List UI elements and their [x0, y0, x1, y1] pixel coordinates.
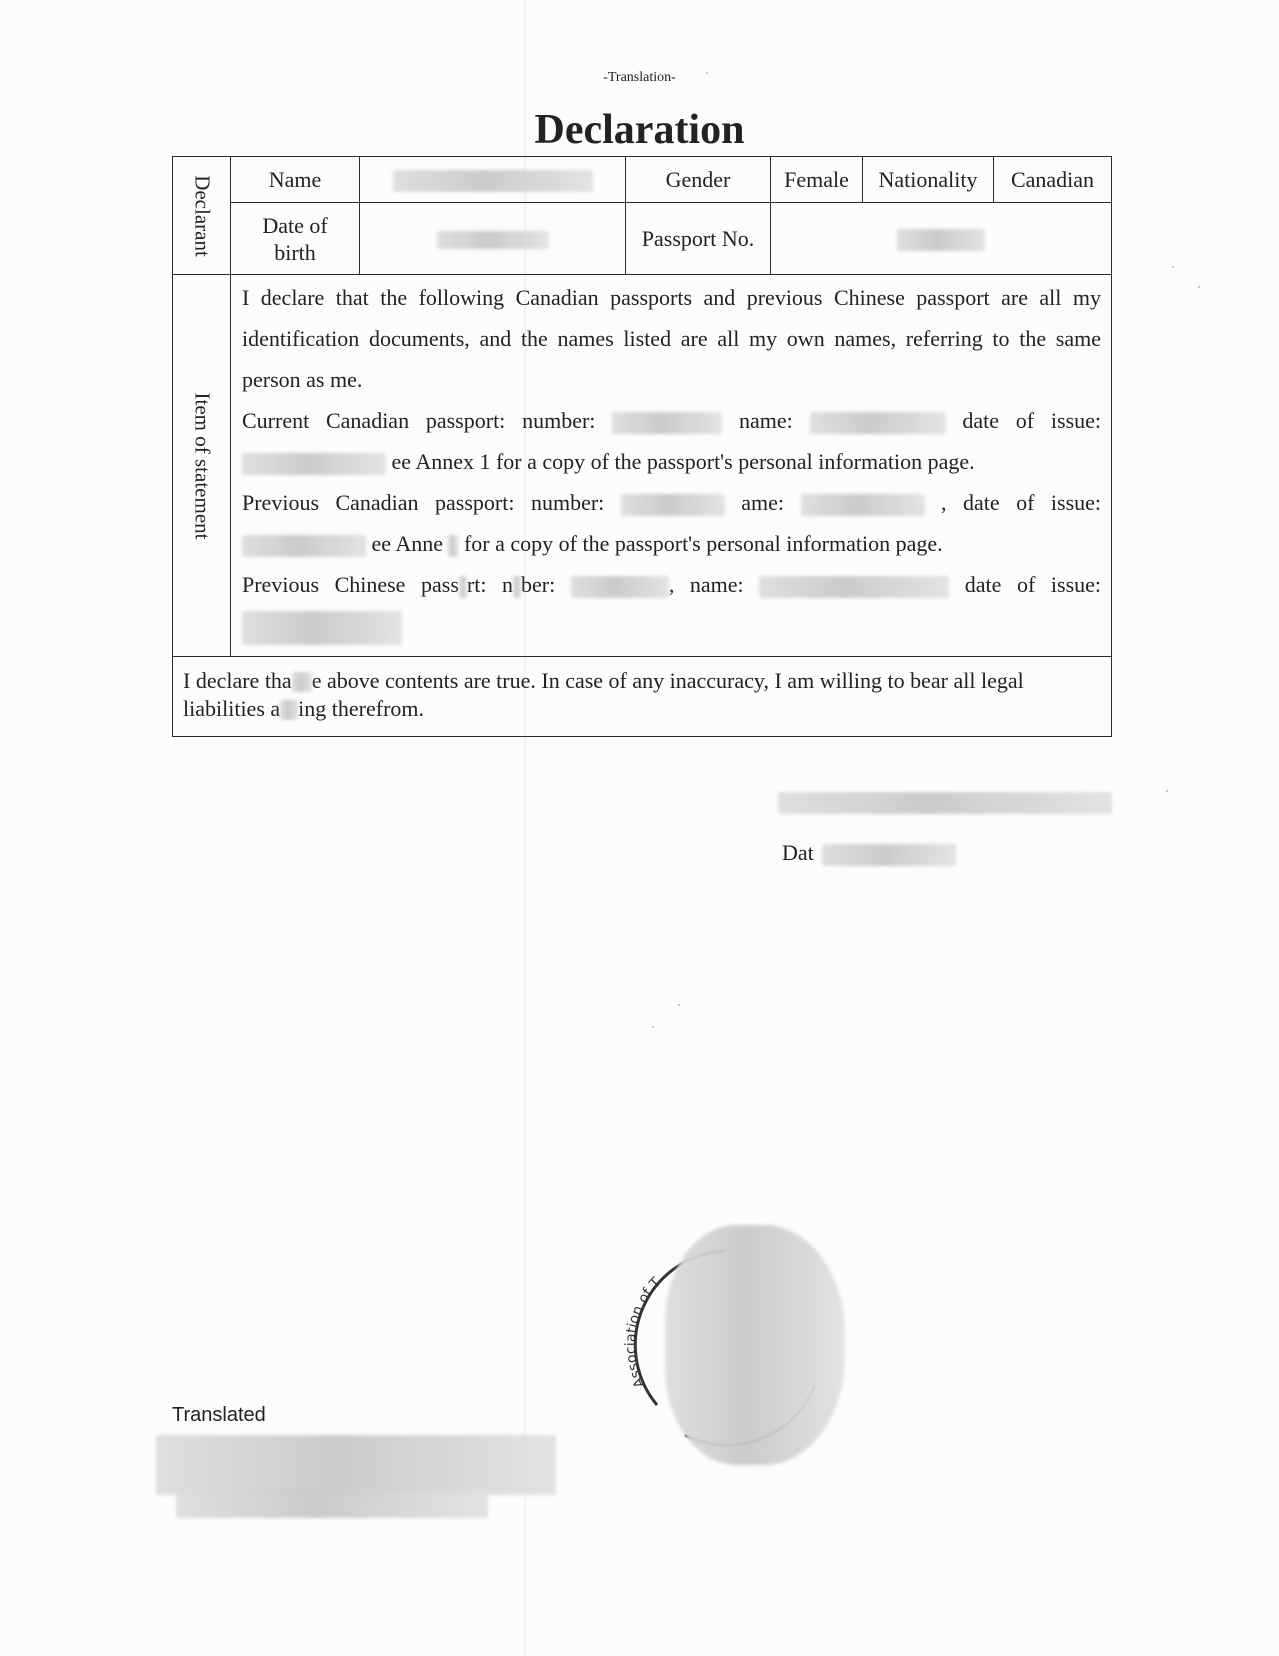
- declarant-label: Declarant: [190, 174, 214, 257]
- redacted-fragment: [513, 576, 521, 598]
- seal-text: Association of T: [622, 1274, 665, 1391]
- gender-label: Gender: [626, 157, 771, 203]
- redacted-translator-info: [176, 1490, 488, 1518]
- scan-speck: [1198, 286, 1200, 288]
- document-title: Declaration: [534, 107, 745, 153]
- chinese-date-line: [242, 605, 1101, 646]
- redacted-current-date: [242, 453, 386, 475]
- nationality-label: Nationality: [863, 157, 994, 203]
- redacted-passport-number: [897, 229, 985, 251]
- redacted-chinese-number: [571, 576, 669, 598]
- scan-speck: [652, 1026, 654, 1028]
- dob-label: Date of birth: [231, 203, 360, 275]
- redacted-dob: [437, 231, 549, 249]
- redacted-previous-date: [242, 535, 366, 557]
- annex2-line: ee Anne for a copy of the passport's personal information page.: [242, 523, 1101, 564]
- redacted-chinese-date: [242, 611, 402, 645]
- scan-speck: [678, 1004, 680, 1006]
- redacted-name: [393, 170, 593, 192]
- dob-value: [360, 203, 626, 275]
- name-label: Name: [231, 157, 360, 203]
- declarant-section: [173, 157, 231, 275]
- translation-note: -Translation-: [603, 70, 676, 85]
- redacted-previous-name: [801, 494, 925, 516]
- gender-value: Female: [771, 157, 863, 203]
- passport-label: Passport No.: [626, 203, 771, 275]
- passport-value: [771, 203, 1112, 275]
- statement-body: [231, 275, 1112, 657]
- redacted-current-number: [612, 412, 722, 434]
- date-label: Dat: [782, 840, 814, 865]
- redacted-date: [822, 844, 956, 866]
- redacted-fragment: [459, 576, 467, 598]
- final-declaration: I declare tha e above contents are true. In case of any inaccuracy, I am willing to bear all legal liabilities a ing therefrom.: [173, 657, 1112, 737]
- name-value: [360, 157, 626, 203]
- statement-section: [173, 275, 231, 657]
- statement-intro: I declare that the following Canadian passports and previous Chinese passport are all my identification documents, and the names listed are all my own names, referring to the same person as me.: [242, 285, 1101, 392]
- redacted-previous-number: [621, 494, 725, 516]
- redacted-translator-info: [156, 1435, 556, 1495]
- redacted-fragment: [280, 700, 298, 720]
- translator-label: Translated: [172, 1404, 266, 1426]
- previous-chinese-line: Previous Chinese pass rt: n ber: , name: date of issue:: [242, 572, 1102, 597]
- scan-speck: [1166, 790, 1168, 792]
- redacted-fragment: [292, 672, 312, 692]
- declaration-table: [172, 156, 1112, 737]
- redacted-signature: [778, 792, 1112, 814]
- previous-canadian-line: Previous Canadian passport: number: ame: , date of issue:: [242, 490, 1102, 515]
- nationality-value: Canadian: [994, 157, 1112, 203]
- statement-label: Item of statement: [190, 392, 214, 539]
- redacted-current-name: [810, 412, 946, 434]
- scan-speck: [1172, 266, 1174, 268]
- redacted-annex-number: [448, 535, 458, 557]
- current-passport-line: Current Canadian passport: number: name: date of issue:: [242, 408, 1102, 433]
- redacted-seal-center: [665, 1225, 845, 1465]
- redacted-chinese-name: [759, 576, 949, 598]
- annex1-line: ee Annex 1 for a copy of the passport's personal information page.: [242, 441, 1101, 482]
